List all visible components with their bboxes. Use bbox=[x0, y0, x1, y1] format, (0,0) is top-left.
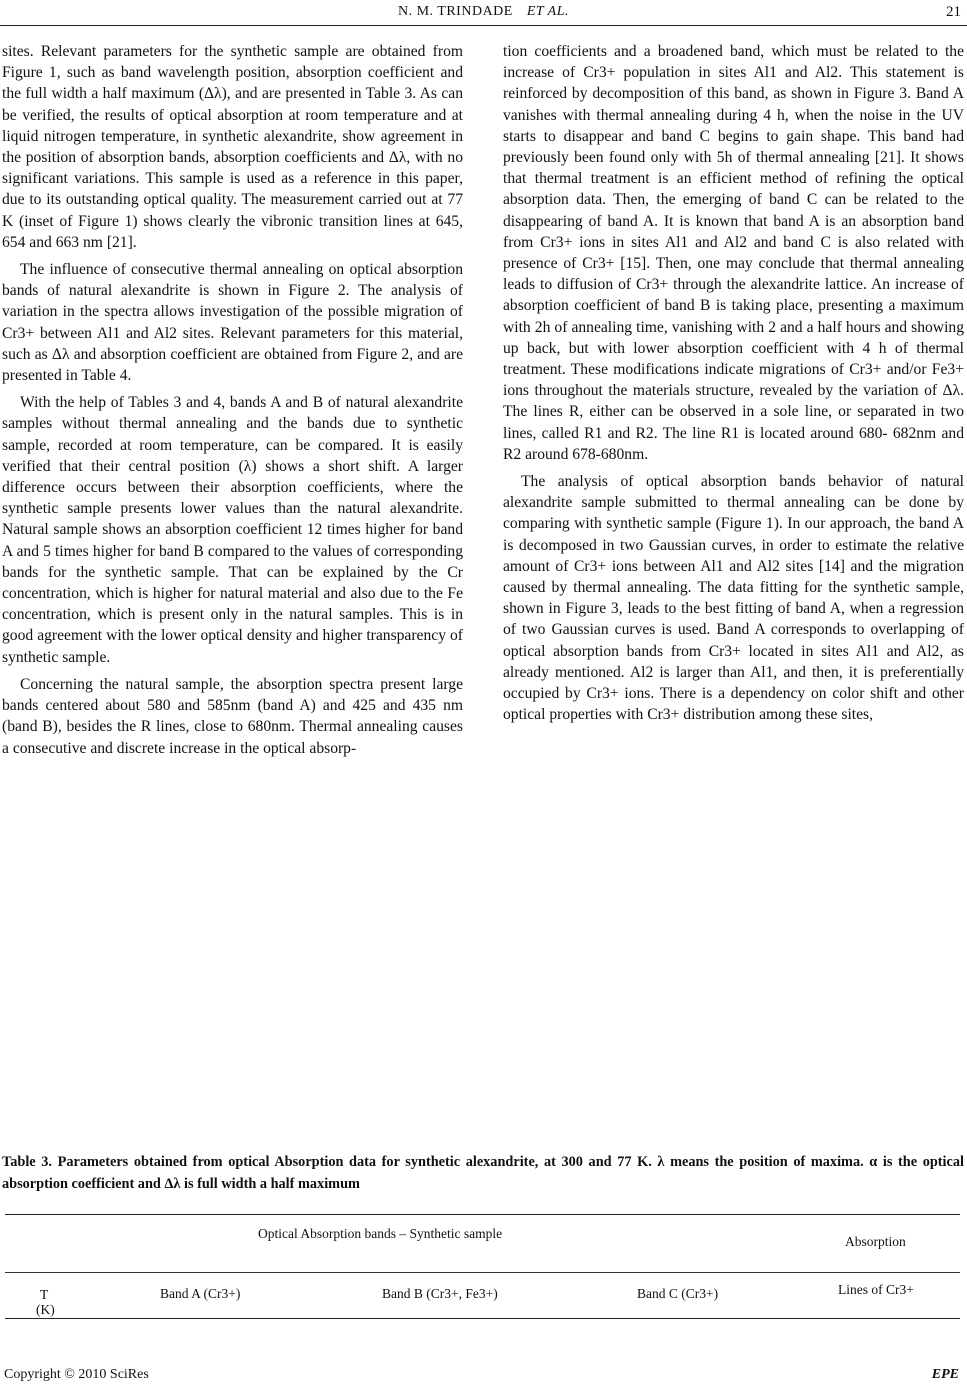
left-column bbox=[2, 41, 463, 765]
band-c-header: Band C (Cr3+) bbox=[637, 1286, 719, 1301]
table-top-rule bbox=[5, 1214, 960, 1215]
paragraph: The analysis of optical absorption bands behavior of natural alexandrite sample submitted to thermal annealing can be done by comparing with synthetic sample (Figure 1). In our approach, the band A is decomposed in two Gaussian curves, in order to estimate the relative amount of Cr3+ ions between Al1 and Al2 sites [14] and the migration caused by thermal annealing. The data fitting for the synthetic sample, shown in Figure 3, leads to the best fitting of band A, when a regression of two Gaussian curves is used. Band A corresponds to overlapping of optical absorption bands from Cr3+ located in sites Al1 and Al2, as already mentioned. Al2 is larger than Al1, and then, it is preferentially occupied by Cr3+ ions. There is a dependency on color shift and other optical properties with Cr3+ distribution among these sites, bbox=[503, 473, 964, 724]
running-head-authors: N. M. TRINDADE bbox=[397, 4, 513, 19]
table-caption: Table 3. Parameters obtained from optical Absorption data for synthetic alexandrite, at 300 and 77 K. λ means the position of maxima. α is the optical absorption coefficient and Δλ is full width a half maximum bbox=[2, 1154, 964, 1192]
footer-journal: EPE bbox=[931, 1367, 959, 1382]
paragraph: tion coefficients and a broadened band, which must be related to the increase of Cr3+ population in sites Al1 and Al2. This statement is reinforced by decomposition of this band, as shown in Figure 3. Band A vanishes with thermal annealing during 4 h, when the noise in the UV starts to disappear and band C begins to gain shape. This band had previously been found only with 5h of thermal annealing [21]. It shows that thermal treatment is an efficient method of refining the optical absorption data. Then, the emerging of band C can be related to the disappearing of band A. It is known that band A is an absorption band from Cr3+ ions in sites Al1 and Al2 and band C is also related with presence of Cr3+ [15]. Then, one may conclude that thermal annealing leads to diffusion of Cr3+ through the alexandrite lattice. An increase of absorption coefficient of band B is taking place, presenting a maximum with 2h of annealing time, vanishing with 2 and a half hours and showing up back, but with lower absorption coefficient with 4 h of thermal treatment. These modifications indicate migrations of Cr3+ and/or Fe3+ ions throughout the materials structure, revealed by the variation of Δλ. The lines R, either can be observed in a sole line, or separated in two lines, called R1 and R2. The line R1 is located around 680- 682nm and R2 around 678-680nm. bbox=[503, 43, 964, 463]
band-a-header: Band A (Cr3+) bbox=[160, 1286, 241, 1301]
page-number: 21 bbox=[946, 4, 961, 20]
band-b-header: Band B (Cr3+, Fe3+) bbox=[382, 1286, 498, 1301]
group-header: Optical Absorption bands – Synthetic sample bbox=[258, 1226, 503, 1241]
paragraph: Concerning the natural sample, the absorption spectra present large bands centered about 580 and 585nm (band A) and 425 and 435 nm (band B), besides the R lines, close to 680nm. Thermal annealing causes a consecutive and discrete increase in the optical absorp- bbox=[2, 675, 463, 757]
table-bottom-rule bbox=[5, 1318, 960, 1319]
right-column bbox=[503, 41, 964, 732]
k-label: (K) bbox=[36, 1302, 55, 1317]
running-head bbox=[0, 4, 967, 20]
paragraph: sites. Relevant parameters for the synthetic sample are obtained from Figure 1, such as band wavelength position, absorption coefficient and the full width a half maximum (Δλ), and are presented in Table 3. As can be verified, the results of optical absorption at room temperature and at liquid nitrogen temperature, in synthetic alexandrite, show agreement in the position of absorption bands, absorption coefficients and Δλ, with no significant variations. This sample is used as a reference in this paper, due to its outstanding optical quality. The measurement carried out at 77 K (inset of Figure 1) shows clearly the vibronic transition lines at 645, 654 and 663 nm [21]. bbox=[2, 43, 463, 251]
paragraph: With the help of Tables 3 and 4, bands A and B of natural alexandrite samples without thermal annealing and the bands due to synthetic sample, recorded at room temperature, can be compared. It is easily verified that their central position (λ) shows a short shift. A larger difference occurs between their absorption coefficients, where the synthetic sample presents lower values than the natural alexandrite. Natural sample shows an absorption coefficient 12 times higher for band A and 5 times higher for band B compared to the values of corresponding bands for the synthetic sample. That can be explained by the Cr concentration, which is higher for natural material and also due to the Fe concentration, which is present only in the natural samples. This is in good agreement with the lower optical density and higher transparency of synthetic sample. bbox=[2, 394, 463, 666]
paragraph: The influence of consecutive thermal annealing on optical absorption bands of natural alexandrite is shown in Figure 2. The analysis of variation in the spectra allows investigation of the possible migration of Cr3+ between Al1 and Al2 sites. Relevant parameters for this material, such as Δλ and absorption coefficient are obtained from Figure 2, and are presented in Table 4. bbox=[2, 261, 463, 385]
t-label: T bbox=[40, 1287, 49, 1302]
running-head-et-al: ET AL. bbox=[526, 4, 570, 19]
header-rule bbox=[0, 25, 967, 26]
table-group-rule bbox=[5, 1272, 960, 1273]
page-header bbox=[0, 0, 967, 30]
footer-copyright: Copyright © 2010 SciRes bbox=[4, 1367, 149, 1382]
abs-lines-header-1: Absorption bbox=[845, 1234, 906, 1249]
abs-lines-header-2: Lines of Cr3+ bbox=[838, 1282, 914, 1297]
